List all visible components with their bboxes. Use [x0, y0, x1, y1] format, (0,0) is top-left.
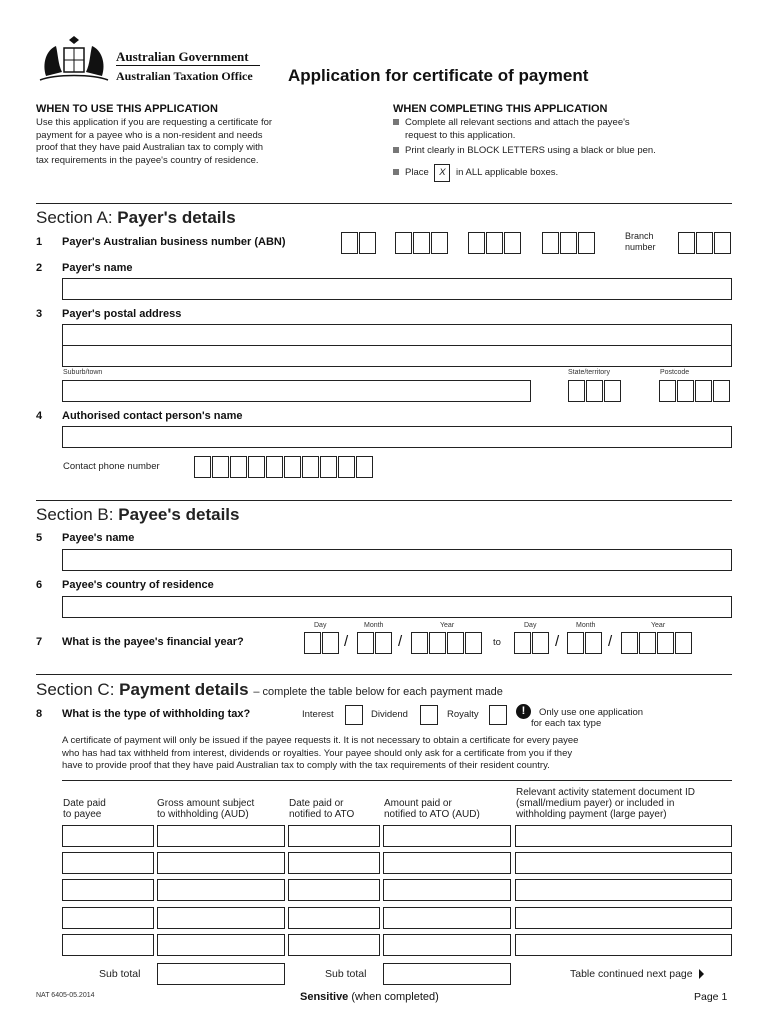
col-document-id-header: Relevant activity statement document ID (small/medium payer) or included in withholding payment (large payer) — [516, 787, 695, 820]
warning-icon: ! — [516, 704, 531, 719]
to-month-label: Month — [576, 622, 596, 629]
dividend-checkbox[interactable] — [420, 705, 438, 725]
date-slash: / — [344, 633, 349, 650]
q6-label: Payee's country of residence — [62, 579, 214, 591]
ato-name: Australian Taxation Office — [116, 69, 253, 83]
row2-document-id[interactable] — [515, 852, 732, 874]
abn-digit[interactable] — [341, 232, 358, 254]
q7-number: 7 — [36, 636, 43, 648]
date-slash: / — [555, 633, 560, 650]
date-digit[interactable] — [675, 632, 692, 654]
from-year-label: Year — [440, 622, 455, 629]
state-label: State/territory — [568, 369, 611, 376]
row1-gross-amount[interactable] — [157, 825, 285, 847]
form-code: NAT 6405-05.2014 — [36, 992, 95, 999]
row5-amount-paid[interactable] — [383, 934, 511, 956]
row1-date-notified[interactable] — [288, 825, 380, 847]
branch-digit[interactable] — [714, 232, 731, 254]
sensitive-label: Sensitive (when completed) — [300, 991, 439, 1003]
phone-digit[interactable] — [320, 456, 337, 478]
to-day-cells — [514, 632, 550, 654]
postcode-cells — [659, 380, 731, 402]
abn-digit[interactable] — [486, 232, 503, 254]
contact-phone-label: Contact phone number — [63, 461, 160, 472]
postcode-label: Postcode — [660, 369, 690, 376]
state-char[interactable] — [604, 380, 621, 402]
q4-number: 4 — [36, 410, 43, 422]
bullet-icon — [393, 169, 399, 175]
branch-number-label: Branch number — [625, 231, 656, 252]
phone-digit[interactable] — [284, 456, 301, 478]
q5-label: Payee's name — [62, 532, 135, 544]
to-year-cells — [621, 632, 693, 654]
row5-gross-amount[interactable] — [157, 934, 285, 956]
date-digit[interactable] — [585, 632, 602, 654]
col-date-notified-header: Date paid or notified to ATO — [289, 798, 355, 820]
abn-digit[interactable] — [359, 232, 376, 254]
q8-label: What is the type of withholding tax? — [62, 708, 251, 720]
date-digit[interactable] — [429, 632, 446, 654]
to-year-label: Year — [651, 622, 666, 629]
q6-number: 6 — [36, 579, 43, 591]
suburb-input[interactable] — [62, 380, 531, 402]
when-complete-bullets: Complete all relevant sections and attach the payee's request to this application. Print clearly in BLOCK LETTERS using a black or blue pen. Place X in ALL applicable boxes. — [393, 117, 733, 182]
from-year-cells — [411, 632, 483, 654]
arrow-right-icon — [699, 969, 704, 979]
date-digit[interactable] — [657, 632, 674, 654]
subtotal-gross-label: Sub total — [99, 968, 141, 980]
date-digit[interactable] — [465, 632, 482, 654]
from-day-label: Day — [314, 622, 327, 629]
row4-gross-amount[interactable] — [157, 907, 285, 929]
postcode-digit[interactable] — [677, 380, 694, 402]
phone-digit[interactable] — [248, 456, 265, 478]
subtotal-amount-label: Sub total — [325, 968, 367, 980]
row3-date-notified[interactable] — [288, 879, 380, 901]
contact-person-input[interactable] — [62, 426, 732, 448]
subtotal-gross-input[interactable] — [157, 963, 285, 985]
q1-number: 1 — [36, 236, 43, 248]
abn-digit[interactable] — [395, 232, 412, 254]
when-use-text: Use this application if you are requesting a certificate for payment for a payee who is a non-resident and needs proof that they have paid Australian tax to comply with tax requirements in the payee's country of residence. — [36, 117, 273, 166]
branch-number-cells — [678, 232, 732, 254]
dividend-label: Dividend — [371, 709, 408, 720]
abn-digit[interactable] — [413, 232, 430, 254]
date-digit[interactable] — [322, 632, 339, 654]
abn-group-2 — [395, 232, 449, 254]
bullet-icon — [393, 119, 399, 125]
row5-document-id[interactable] — [515, 934, 732, 956]
col-amount-paid-header: Amount paid or notified to ATO (AUD) — [384, 798, 480, 820]
x-mark-example: X — [434, 164, 450, 182]
abn-digit[interactable] — [504, 232, 521, 254]
date-digit[interactable] — [567, 632, 584, 654]
gov-divider — [116, 65, 260, 66]
q7-label: What is the payee's financial year? — [62, 636, 244, 648]
royalty-label: Royalty — [447, 709, 479, 720]
phone-digit[interactable] — [230, 456, 247, 478]
row2-amount-paid[interactable] — [383, 852, 511, 874]
row2-date-paid[interactable] — [62, 852, 154, 874]
page-number: Page 1 — [694, 991, 728, 1003]
row3-document-id[interactable] — [515, 879, 732, 901]
section-c-divider — [36, 674, 732, 675]
abn-digit[interactable] — [431, 232, 448, 254]
table-top-rule — [62, 780, 732, 781]
bullet-icon — [393, 147, 399, 153]
date-digit[interactable] — [514, 632, 531, 654]
payee-name-input[interactable] — [62, 549, 732, 571]
abn-group-4 — [542, 232, 596, 254]
postcode-digit[interactable] — [713, 380, 730, 402]
row4-document-id[interactable] — [515, 907, 732, 929]
row1-date-paid[interactable] — [62, 825, 154, 847]
row3-gross-amount[interactable] — [157, 879, 285, 901]
abn-group-1 — [341, 232, 377, 254]
row2-gross-amount[interactable] — [157, 852, 285, 874]
abn-digit[interactable] — [542, 232, 559, 254]
phone-digit[interactable] — [356, 456, 373, 478]
phone-digit[interactable] — [302, 456, 319, 478]
row5-date-paid[interactable] — [62, 934, 154, 956]
royalty-checkbox[interactable] — [489, 705, 507, 725]
state-char[interactable] — [568, 380, 585, 402]
row4-date-notified[interactable] — [288, 907, 380, 929]
date-range-to: to — [493, 637, 501, 648]
form-title: Application for certificate of payment — [288, 66, 589, 85]
postcode-digit[interactable] — [695, 380, 712, 402]
row4-date-paid[interactable] — [62, 907, 154, 929]
phone-digit[interactable] — [338, 456, 355, 478]
interest-label: Interest — [302, 709, 334, 720]
phone-digit[interactable] — [212, 456, 229, 478]
abn-group-3 — [468, 232, 522, 254]
when-use-heading: WHEN TO USE THIS APPLICATION — [36, 103, 218, 115]
abn-digit[interactable] — [468, 232, 485, 254]
q4-label: Authorised contact person's name — [62, 410, 243, 422]
from-month-cells — [357, 632, 393, 654]
subtotal-amount-input[interactable] — [383, 963, 511, 985]
row3-date-paid[interactable] — [62, 879, 154, 901]
phone-digit[interactable] — [194, 456, 211, 478]
q3-label: Payer's postal address — [62, 308, 182, 320]
date-digit[interactable] — [639, 632, 656, 654]
branch-digit[interactable] — [678, 232, 695, 254]
coat-of-arms-icon — [36, 36, 112, 84]
postcode-digit[interactable] — [659, 380, 676, 402]
row5-date-notified[interactable] — [288, 934, 380, 956]
section-a-heading: Section A: Payer's details — [36, 208, 236, 227]
gov-name: Australian Government — [116, 49, 249, 64]
row1-document-id[interactable] — [515, 825, 732, 847]
to-month-cells — [567, 632, 603, 654]
when-complete-heading: WHEN COMPLETING THIS APPLICATION — [393, 103, 608, 115]
section-c-heading: Section C: Payment details – complete the table below for each payment made — [36, 680, 503, 699]
date-digit[interactable] — [304, 632, 321, 654]
date-digit[interactable] — [411, 632, 428, 654]
interest-checkbox[interactable] — [345, 705, 363, 725]
date-slash: / — [608, 633, 613, 650]
phone-digit[interactable] — [266, 456, 283, 478]
q3-number: 3 — [36, 308, 43, 320]
q5-number: 5 — [36, 532, 43, 544]
suburb-label: Suburb/town — [63, 369, 103, 376]
tax-type-note: Only use one application for each tax type — [531, 707, 644, 729]
col-date-paid-header: Date paid to payee — [63, 798, 106, 820]
date-digit[interactable] — [375, 632, 392, 654]
q2-number: 2 — [36, 262, 43, 274]
postal-address-line2-input[interactable] — [62, 345, 732, 367]
col-gross-amount-header: Gross amount subject to withholding (AUD) — [157, 798, 255, 820]
branch-digit[interactable] — [696, 232, 713, 254]
section-b-divider — [36, 500, 732, 501]
abn-digit[interactable] — [560, 232, 577, 254]
date-slash: / — [398, 633, 403, 650]
date-digit[interactable] — [621, 632, 638, 654]
date-digit[interactable] — [447, 632, 464, 654]
state-cells — [568, 380, 622, 402]
from-month-label: Month — [364, 622, 384, 629]
q8-number: 8 — [36, 708, 43, 720]
payee-country-input[interactable] — [62, 596, 732, 618]
from-day-cells — [304, 632, 340, 654]
postal-address-line1-input[interactable] — [62, 324, 732, 346]
date-digit[interactable] — [532, 632, 549, 654]
row1-amount-paid[interactable] — [383, 825, 511, 847]
row2-date-notified[interactable] — [288, 852, 380, 874]
section-a-divider — [36, 203, 732, 204]
contact-phone-cells — [194, 456, 374, 478]
abn-digit[interactable] — [578, 232, 595, 254]
date-digit[interactable] — [357, 632, 374, 654]
to-day-label: Day — [524, 622, 537, 629]
certificate-info-paragraph: A certificate of payment will only be issued if the payee requests it. It is not necessary to obtain a certificate for every payee who has had tax withheld from interest, dividends or royalties. Your payee should only ask for a certificate from you if they have to provide proof that they have paid Australian tax to comply with the tax requirements of their resident country. — [62, 735, 579, 771]
state-char[interactable] — [586, 380, 603, 402]
payer-name-input[interactable] — [62, 278, 732, 300]
q2-label: Payer's name — [62, 262, 133, 274]
q1-label: Payer's Australian business number (ABN) — [62, 236, 286, 248]
section-b-heading: Section B: Payee's details — [36, 505, 240, 524]
table-continued-note: Table continued next page — [570, 968, 704, 980]
row3-amount-paid[interactable] — [383, 879, 511, 901]
row4-amount-paid[interactable] — [383, 907, 511, 929]
